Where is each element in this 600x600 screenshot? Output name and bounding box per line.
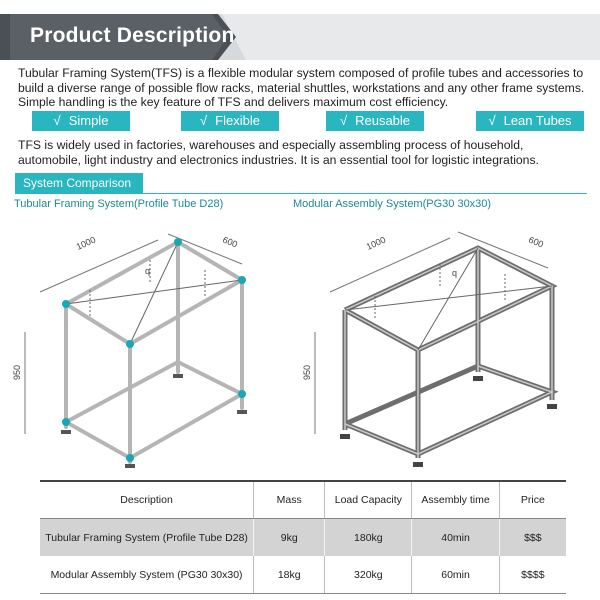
section-title-system-comparison: System Comparison (15, 173, 143, 193)
cell-price: $$$$ (499, 556, 566, 594)
table-header-row (40, 481, 566, 519)
cell-mass: 18kg (254, 556, 325, 594)
check-icon: √ (488, 113, 496, 128)
feature-label: Flexible (215, 113, 260, 128)
feature-badge-simple (32, 111, 130, 131)
feature-badge-flexible (181, 111, 279, 131)
cell-description: Modular Assembly System (PG30 30x30) (40, 556, 254, 594)
feature-label: Reusable (355, 113, 411, 128)
table-row (40, 519, 566, 557)
cell-assembly-time: 60min (412, 556, 499, 594)
mas-frame-drawing (290, 212, 580, 477)
mas-load-symbol: q (452, 268, 458, 278)
feature-badge-reusable (326, 111, 424, 131)
check-icon: √ (339, 113, 348, 128)
mas-dim-width: 600 (527, 234, 545, 250)
tfs-load-symbol: q (145, 266, 151, 276)
header-mass: Mass (254, 481, 325, 519)
cell-mass: 9kg (254, 519, 325, 557)
feature-label: Lean Tubes (503, 113, 572, 128)
uses-paragraph: TFS is widely used in factories, warehouses and especially assembling process of household, automobile, light industry and electronics industries. It is an essential tool for logistic integrations. (18, 138, 539, 167)
cell-price: $$$ (499, 519, 566, 557)
header-description: Description (40, 481, 254, 519)
product-description-banner (0, 14, 600, 60)
cell-load-capacity: 320kg (325, 556, 412, 594)
check-icon: √ (53, 113, 61, 128)
feature-label: Simple (68, 113, 109, 128)
feature-badges (18, 111, 584, 131)
system-label-mas: Modular Assembly System(PG30 30x30) (293, 198, 492, 210)
system-label-tfs: Tubular Framing System(Profile Tube D28) (14, 198, 224, 210)
mas-dim-length: 1000 (364, 234, 388, 252)
section-divider (15, 193, 587, 194)
table-row (40, 556, 566, 594)
intro-paragraph: Tubular Framing System(TFS) is a flexible modular system composed of profile tubes and accessories to build a diverse range of possible flow racks, material shuttles, workstations and any other frame systems. Simple handling is the key feature of TFS and delivers maximum cost efficiency. (18, 66, 585, 110)
tfs-dim-height: 950 (12, 364, 22, 380)
cell-assembly-time: 40min (412, 519, 499, 557)
cell-description: Tubular Framing System (Profile Tube D28) (40, 519, 254, 557)
header-price: Price (499, 481, 566, 519)
header-load-capacity: Load Capacity (325, 481, 412, 519)
check-icon: √ (200, 113, 208, 128)
banner-title: Product Description (30, 24, 235, 47)
feature-badge-lean-tubes (476, 111, 584, 131)
comparison-table (40, 480, 566, 594)
tfs-dim-length: 1000 (74, 234, 98, 252)
tfs-dim-width: 600 (221, 234, 239, 250)
header-assembly-time: Assembly time (412, 481, 499, 519)
cell-load-capacity: 180kg (325, 519, 412, 557)
mas-dim-height: 950 (302, 364, 312, 380)
tfs-frame-drawing (0, 212, 290, 477)
